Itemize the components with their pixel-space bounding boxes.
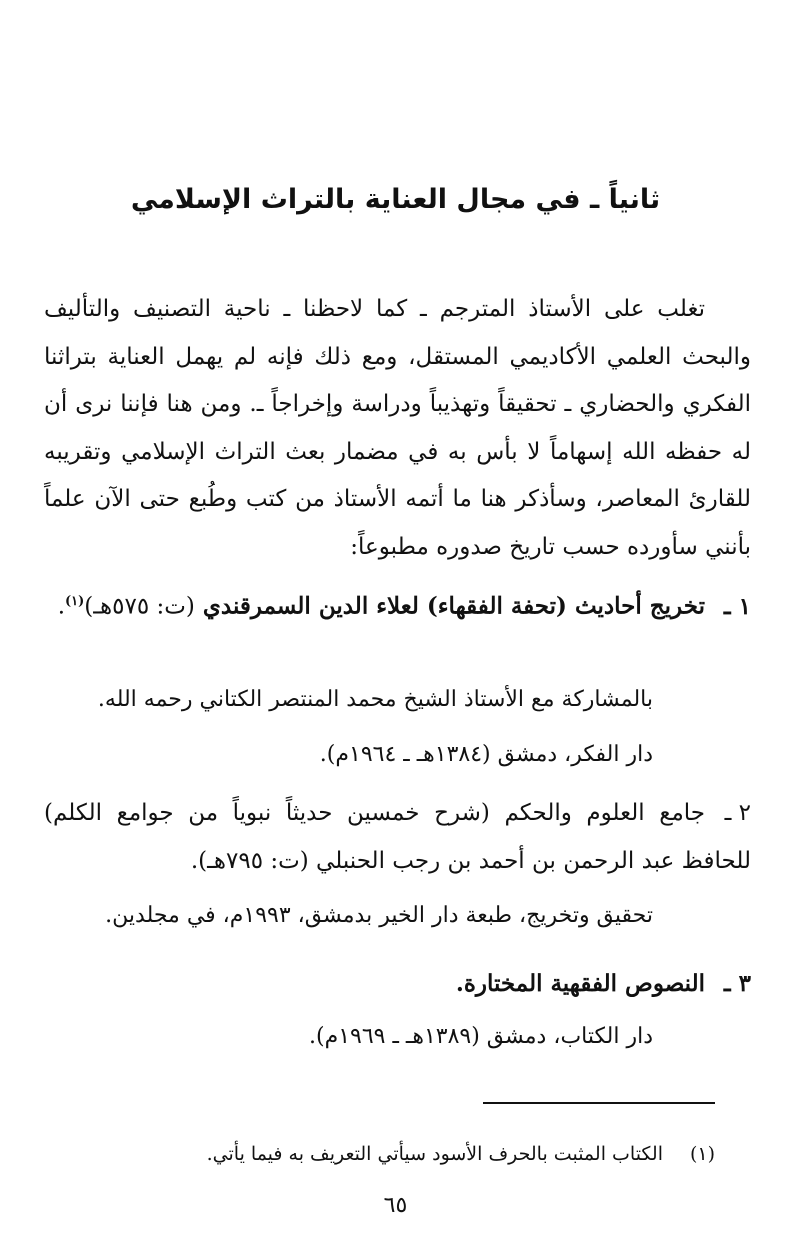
entry-2-number: ٢ ـ [724,800,751,826]
footnote-number: (١) [689,1143,715,1165]
intro-paragraph [44,286,751,571]
footnote-reference: (١) [65,594,85,609]
entry-1-note-2: دار الفكر، دمشق (١٣٨٤هـ ـ ١٩٦٤م). [319,742,653,767]
entry-3-title [44,960,751,1008]
entry-1-number: ١ ـ [723,592,751,620]
entry-3-title-text: النصوص الفقهية المختارة. [455,970,705,997]
intro-text: تغلب على الأستاذ المترجم ـ كما لاحظنا ـ ناحية التصنيف والتأليف والبحث العلمي الأكاديمي المستقل، ومع ذلك فإنه لم يهمل العناية بتراثنا الفكري والحضاري ـ تحقيقاً وتهذيباً ودراسة وإخراجاً ـ. ومن هنا فإننا نرى أن له حفظه الله إسهاماً لا بأس به في مضمار بعث التراث الإسلامي وتقريبه للقارئ المعاصر، وسأذكر هنا ما أتمه الأستاذ من كتب وطُبع حتى الآن علماً بأنني سأورده حسب تاريخ صدوره مطبوعاً: [44,296,751,560]
entry-2-title [44,790,751,885]
page-number: ٦٥ [383,1193,408,1218]
entry-1-end: . [57,593,65,620]
footnote-divider [483,1102,715,1104]
entry-1-note-1: بالمشاركة مع الأستاذ الشيخ محمد المنتصر الكتاني رحمه الله. [97,687,653,712]
entry-2-title-text: جامع العلوم والحكم (شرح خمسين حديثاً نبوياً من جوامع الكلم) للحافظ عبد الرحمن بن أحمد بن رجب الحنبلي (ت: ٧٩٥هـ). [44,800,751,874]
section-heading: ثانياً ـ في مجال العناية بالتراث الإسلامي [130,184,661,215]
footnote-text: الكتاب المثبت بالحرف الأسود سيأتي التعريف به فيما يأتي. [206,1143,663,1165]
entry-3-number: ٣ ـ [723,970,751,997]
entry-3-note-1: دار الكتاب، دمشق (١٣٨٩هـ ـ ١٩٦٩م). [309,1024,653,1049]
entry-1-title-text: تخريج أحاديث (تحفة الفقهاء) لعلاء الدين السمرقندي [202,592,705,620]
footnote [60,1136,715,1172]
entry-1-date: (ت: ٥٧٥هـ) [84,593,195,620]
entry-2-note-1: تحقيق وتخريج، طبعة دار الخير بدمشق، ١٩٩٣م، في مجلدين. [105,903,653,928]
entry-1-title [44,578,751,631]
